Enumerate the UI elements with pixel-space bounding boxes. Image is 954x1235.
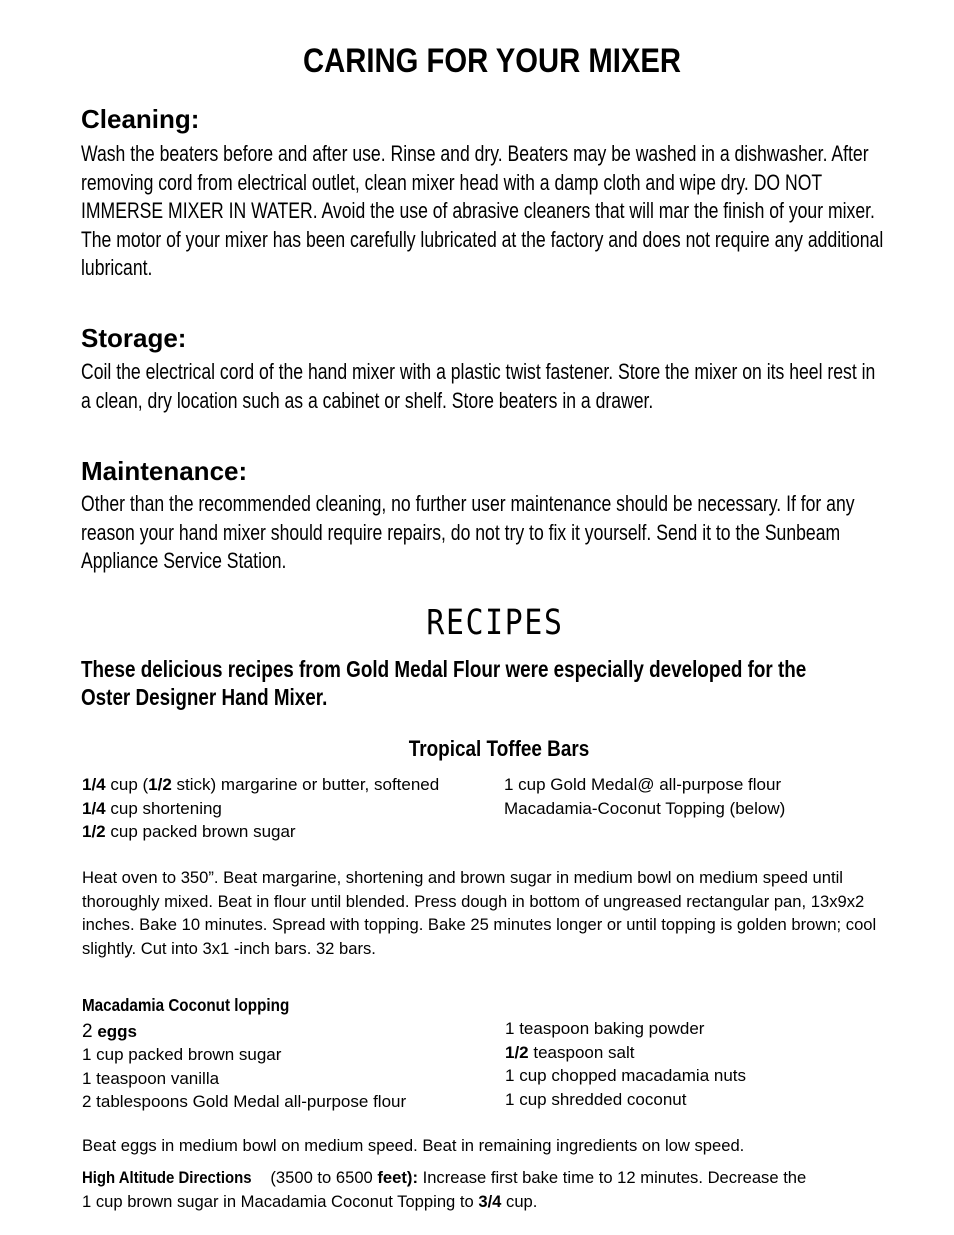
recipe-method: Heat oven to 350”. Beat margarine, shortening and brown sugar in medium bowl on medium speed until thoroughly mixed. Beat in flour until blended. Press dough in bottom of ungreased rectangular pan, 13x9x2 inches. Bake 10 minutes. Spread with topping. Bake 25 minutes longer or until topping is golden brown; cool slightly. Cut into 3x1 -inch bars. 32 bars. (82, 868, 877, 958)
ingredient-item: 1 teaspoon baking powder (505, 1019, 705, 1038)
ingredient-item: Macadamia-Coconut Topping (below) (504, 798, 786, 818)
topping-ingredient-list-left (82, 1021, 406, 1114)
ingredient-item: 1 cup shredded coconut (505, 1089, 687, 1109)
high-altitude-label: High Altitude Directions (82, 1168, 252, 1187)
recipe-title: Tropical Toffee Bars (408, 736, 590, 761)
maintenance-text: Other than the recommended cleaning, no further user maintenance should be necessary. If for any reason your hand mixer should require repairs, do not try to fix it yourself. Send it to the Sunbeam Appliance Service Station. (81, 491, 855, 573)
high-altitude-directions: High Altitude Directions (3500 to 6500 feet): Increase first bake time to 12 minutes. Decrease the 1 cup brown sugar in Macadamia Coconut Topping to 3/4 cup. (82, 1168, 807, 1211)
ingredient-list-right (504, 773, 785, 820)
ingredient-item: 1/4 cup (1/2 stick) margarine or butter, softened (82, 775, 440, 794)
topping-method: Beat eggs in medium bowl on medium speed. Beat in remaining ingredients on low speed. (82, 1136, 745, 1155)
topping-title: Macadamia Coconut lopping (82, 995, 290, 1015)
ingredient-item: 2 eggs (82, 1021, 137, 1042)
ingredient-item: 1/4 cup shortening (82, 798, 222, 818)
recipes-title: RECIPES (426, 603, 564, 643)
storage-heading: Storage: (81, 323, 187, 353)
recipes-intro: These delicious recipes from Gold Medal Flour were especially developed for the Oster Designer Hand Mixer. (81, 656, 807, 710)
page-title: CARING FOR YOUR MIXER (303, 42, 681, 80)
ingredient-list-left (82, 773, 439, 844)
ingredient-item: 1/2 teaspoon salt (505, 1042, 635, 1062)
cleaning-heading: Cleaning: (81, 104, 200, 134)
ingredient-item: 1/2 cup packed brown sugar (82, 822, 296, 841)
ingredient-item: 1 cup chopped macadamia nuts (505, 1066, 747, 1085)
ingredient-item: 1 cup packed brown sugar (82, 1045, 282, 1064)
ingredient-item: 1 teaspoon vanilla (82, 1068, 220, 1088)
storage-text: Coil the electrical cord of the hand mixer with a plastic twist fastener. Store the mixer on its heel rest in a clean, dry location such as a cabinet or shelf. Store beaters in a drawer. (81, 359, 876, 413)
topping-ingredient-list-right (505, 1017, 746, 1111)
maintenance-heading: Maintenance: (81, 456, 248, 486)
ingredient-item: 2 tablespoons Gold Medal all-purpose flour (82, 1092, 407, 1111)
cleaning-text: Wash the beaters before and after use. Rinse and dry. Beaters may be washed in a dishwasher. After removing cord from electrical outlet, clean mixer head with a damp cloth and wipe dry. DO NOT IMMERSE MIXER IN WATER. Avoid the use of abrasive cleaners that will mar the finish of your mixer. The motor of your mixer has been carefully lubricated at the factory and does not require any additional lubricant. (81, 141, 884, 280)
ingredient-item: 1 cup Gold Medal@ all-purpose flour (504, 775, 782, 794)
